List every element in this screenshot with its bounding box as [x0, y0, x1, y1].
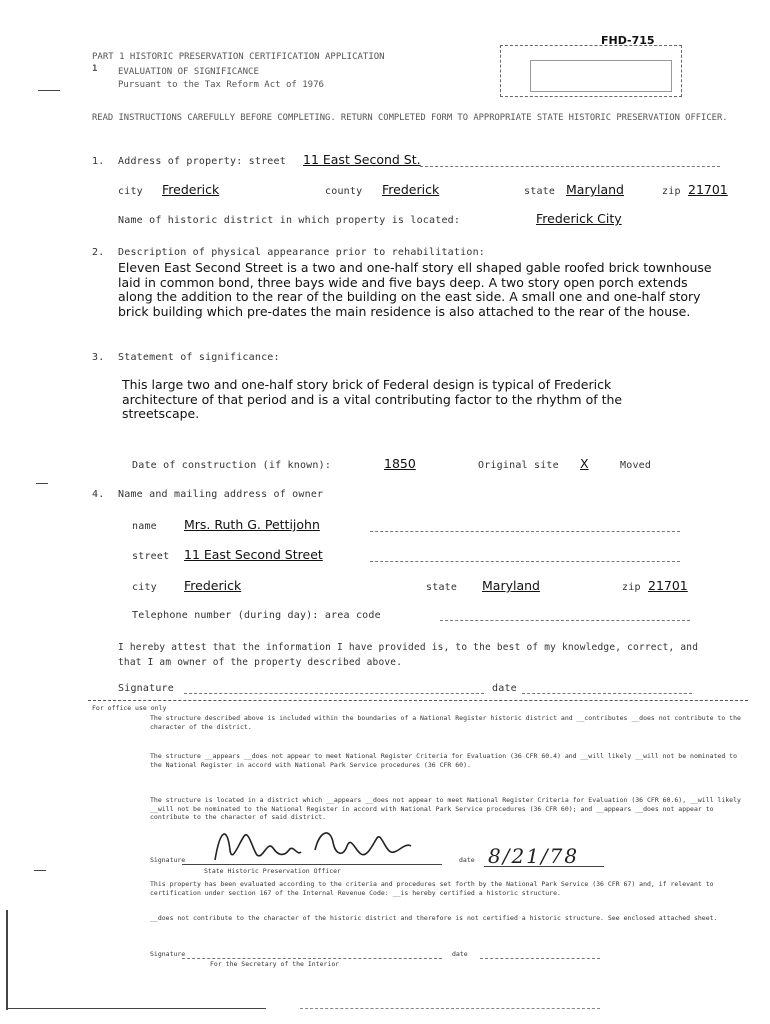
secretary-title: For the Secretary of the Interior	[210, 960, 340, 968]
significance-label: Statement of significance:	[118, 352, 280, 363]
scan-mark	[36, 483, 48, 484]
owner-name-label: name	[132, 521, 157, 532]
property-city-field[interactable]: Frederick	[162, 182, 220, 197]
office-para-2: The structure __appears __does not appear to meet National Register Criteria for Evaluation (36 CFR 60.4) and __will likely __will not be nominated to the National Register in accord with National Park Service procedures (36 CFR 60).	[150, 752, 737, 769]
section-1-number: 1.	[92, 156, 105, 167]
city-label: city	[118, 186, 143, 197]
shpo-handwritten-signature	[205, 820, 455, 870]
owner-name-line	[370, 531, 680, 532]
section-3-number: 3.	[92, 352, 105, 363]
property-zip-field[interactable]: 21701	[688, 182, 728, 197]
shpo-date-line	[484, 866, 604, 867]
owner-street-label: street	[132, 551, 170, 562]
original-site-label: Original site	[478, 460, 559, 471]
district-label: Name of historic district in which property is located:	[118, 215, 461, 226]
description-label: Description of physical appearance prior to rehabilitation:	[118, 247, 486, 258]
section-4-number: 4.	[92, 489, 105, 500]
secretary-signature-label: Signature	[150, 950, 186, 958]
office-use-label: For office use only	[92, 704, 167, 712]
office-para-5: __does not contribute to the character of the historic district and therefore is not certified a historic structure. See enclosed attached sheet.	[150, 914, 718, 922]
historic-district-field[interactable]: Frederick City	[536, 211, 622, 226]
owner-date-label: date	[492, 683, 517, 694]
owner-signature-label: Signature	[118, 683, 174, 694]
zip-label: zip	[662, 186, 681, 197]
significance-text: This large two and one-half story brick of Federal design is typical of Frederick architecture of that period and is a vital contributing factor to the rhythm of the streetscape.	[122, 377, 623, 421]
county-label: county	[325, 186, 363, 197]
original-site-mark[interactable]: X	[580, 456, 589, 471]
date-construction-label: Date of construction (if known):	[132, 460, 332, 471]
owner-zip-field[interactable]: 21701	[648, 578, 688, 593]
instructions-text: READ INSTRUCTIONS CAREFULLY BEFORE COMPLETING. RETURN COMPLETED FORM TO APPROPRIATE STATE HISTORIC PRESERVATION OFFICER.	[92, 113, 728, 123]
header-line-1: PART 1 HISTORIC PRESERVATION CERTIFICATION APPLICATION	[92, 52, 385, 62]
secretary-date-label: date	[452, 950, 468, 958]
owner-date-line	[522, 693, 692, 694]
header-line-3: Pursuant to the Tax Reform Act of 1976	[118, 80, 324, 90]
certification-text: I hereby attest that the information I have provided is, to the best of my knowledge, correct, and that I am owner of the property described above.	[118, 642, 699, 668]
description-text: Eleven East Second Street is a two and one-half story ell shaped gable roofed brick townhouse laid in common bond, three bays wide and five bays deep. A two story open porch extends along the addition to the rear of the building on the east side. A small one and one-half story brick building which pre-dates the main residence is also attached to the rear of the house.	[118, 260, 712, 319]
office-para-1: The structure described above is included within the boundaries of a National Register historic district and __contributes __does not contribute to the character of the district.	[150, 714, 741, 731]
property-street-field[interactable]: 11 East Second St.	[303, 152, 421, 167]
part-number: 1	[92, 64, 98, 74]
owner-street-line	[370, 561, 680, 562]
scan-mark	[38, 90, 60, 91]
shpo-date-handwritten: 8/21/78	[488, 844, 580, 868]
owner-state-field[interactable]: Maryland	[482, 578, 540, 593]
shpo-title: State Historic Preservation Officer	[204, 867, 341, 875]
shpo-signature-label: Signature	[150, 856, 186, 864]
owner-city-label: city	[132, 582, 157, 593]
scan-bottom-edge-right	[300, 1008, 600, 1009]
street-line	[420, 166, 720, 167]
property-state-field[interactable]: Maryland	[566, 182, 624, 197]
shpo-date-label: date	[459, 856, 475, 864]
owner-name-field[interactable]: Mrs. Ruth G. Pettijohn	[184, 517, 320, 532]
phone-line	[440, 620, 690, 621]
address-label: Address of property: street	[118, 156, 286, 167]
office-para-3: The structure is located in a district which __appears __does not appear to meet National Register Criteria for Evaluation (36 CFR 60.6), __will likely __will not be nominated to the National Register in accord with National Park Service procedures (36 CFR 60); and __appears __does not appear to contribute to the character of said district.	[150, 796, 741, 821]
scan-mark	[34, 870, 46, 871]
date-construction-field[interactable]: 1850	[384, 456, 416, 471]
owner-city-field[interactable]: Frederick	[184, 578, 242, 593]
office-use-divider	[88, 700, 748, 701]
receipt-stamp-inner	[530, 60, 672, 92]
moved-label: Moved	[620, 460, 652, 471]
owner-state-label: state	[426, 582, 458, 593]
property-county-field[interactable]: Frederick	[382, 182, 440, 197]
scan-left-edge	[6, 910, 8, 1010]
owner-signature-line	[184, 693, 484, 694]
owner-label: Name and mailing address of owner	[118, 489, 324, 500]
secretary-date-line	[480, 958, 600, 959]
office-para-4: This property has been evaluated according to the criteria and procedures set forth by the National Park Service (36 CFR 67) and, if relevant to certification under section 167 of the Internal Revenue Code: __is hereby certified a historic structure.	[150, 880, 714, 897]
owner-street-field[interactable]: 11 East Second Street	[184, 547, 323, 562]
scan-bottom-edge	[6, 1008, 266, 1009]
header-line-2: EVALUATION OF SIGNIFICANCE	[118, 67, 259, 77]
form-number: FHD-715	[601, 34, 655, 47]
secretary-signature-line	[182, 958, 442, 959]
section-2-number: 2.	[92, 247, 105, 258]
phone-label: Telephone number (during day): area code	[132, 610, 381, 621]
state-label: state	[524, 186, 556, 197]
owner-zip-label: zip	[622, 582, 641, 593]
